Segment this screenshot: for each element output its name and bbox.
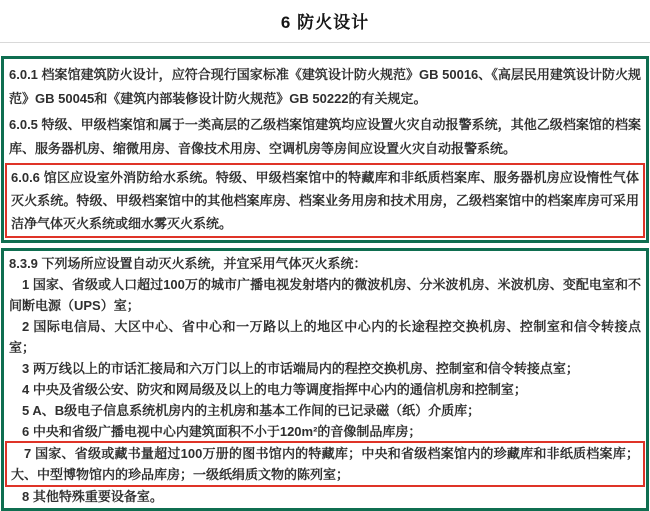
clause-8-3-9-item-3: 3 两万线以上的市话汇接局和六万门以上的市话端局内的程控交换机房、控制室和信令转接点室； [22, 361, 579, 376]
clause-6-0-1: 6.0.1 档案馆建筑防火设计，应符合现行国家标准《建筑设计防火规范》GB 50016、《高层民用建筑设计防火规范》GB 50045和《建筑内部装修设计防火规范》GB 50222的有关规定。 [9, 67, 641, 106]
excerpt-box-fire-code [1, 248, 649, 511]
clause-8-3-9-item-2: 2 国际电信局、大区中心、省中心和一万路以上的地区中心内的长途程控交换机房、控制室和信令转接点室； [9, 319, 641, 355]
clause-8-3-9-item-4: 4 中央及省级公安、防灾和网局级及以上的电力等调度指挥中心内的通信机房和控制室； [22, 382, 527, 397]
clause-8-3-9-intro: 8.3.9 下列场所应设置自动灭火系统，并宜采用气体灭火系统： [9, 256, 367, 271]
clause-8-3-9-item-7: 7 国家、省级或藏书量超过100万册的图书馆内的特藏库；中央和省级档案馆内的珍藏库和非纸质档案库；大、中型博物馆内的珍品库房；一级纸绢质文物的陈列室； [11, 446, 639, 482]
highlight-box-item-7 [5, 441, 645, 487]
clause-6-0-6: 6.0.6 馆区应设室外消防给水系统。特级、甲级档案馆中的特藏库和非纸质档案库、服务器机房应设惰性气体灭火系统。特级、甲级档案馆中的其他档案库房、档案业务用房和技术用房，乙级档案馆中的档案库房可采用洁净气体灭火系统或细水雾灭火系统。 [11, 170, 639, 231]
clause-8-3-9-item-8: 8 其他特殊重要设备室。 [22, 489, 163, 504]
clause-8-3-9-item-5: 5 A、B级电子信息系统机房内的主机房和基本工作间的已记录磁（纸）介质库； [22, 403, 481, 418]
clause-6-0-5: 6.0.5 特级、甲级档案馆和属于一类高层的乙级档案馆建筑均应设置火灾自动报警系统，其他乙级档案馆的档案库、服务器机房、缩微用房、音像技术用房、空调机房等房间应设置火灾自动报警系统。 [9, 117, 641, 156]
clause-8-3-9-item-6: 6 中央和省级广播电视中心内建筑面积不小于120m²的音像制品库房； [22, 424, 422, 439]
clause-8-3-9-item-1: 1 国家、省级或人口超过100万的城市广播电视发射塔内的微波机房、分米波机房、米波机房、变配电室和不间断电源（UPS）室； [9, 277, 641, 313]
excerpt-box-archives-code [1, 56, 649, 243]
title-divider [0, 42, 650, 43]
page-title: 6 防火设计 [280, 13, 370, 32]
highlight-box-clause-6-0-6 [5, 163, 645, 238]
